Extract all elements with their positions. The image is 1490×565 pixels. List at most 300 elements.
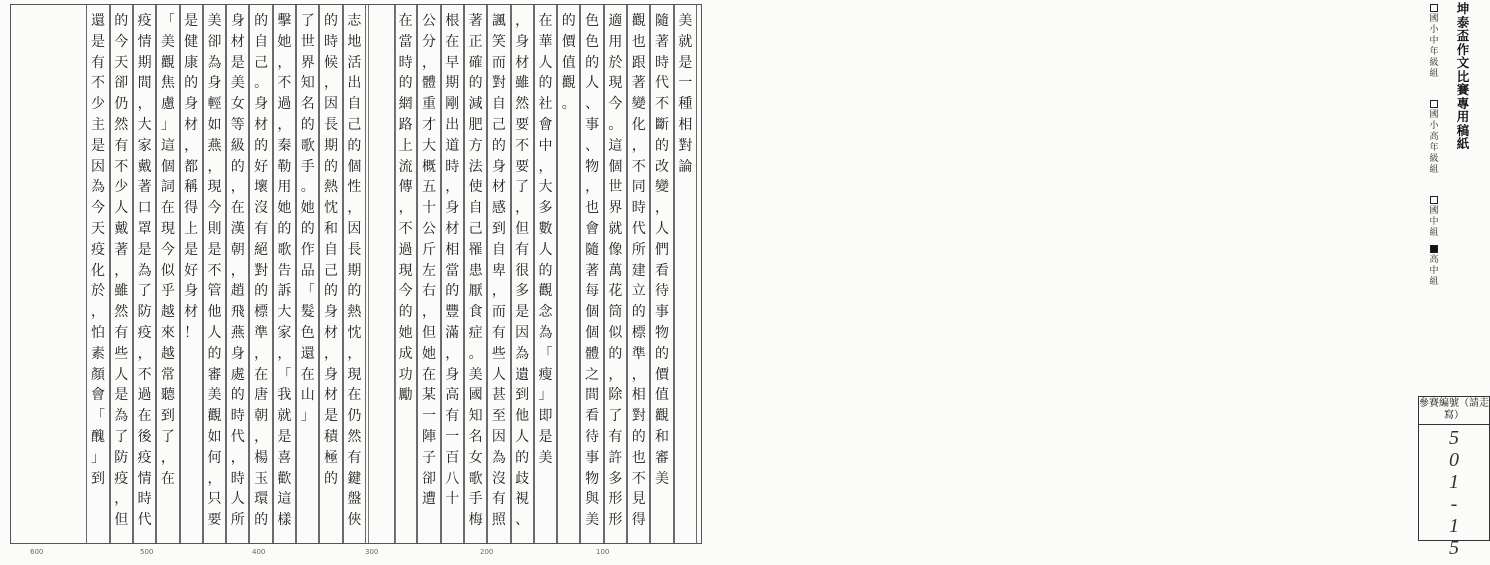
essay-char: 聽	[160, 387, 175, 404]
essay-char: 甚	[491, 387, 506, 404]
essay-char: 人	[230, 491, 245, 508]
essay-char: 現	[398, 262, 413, 279]
essay-char: 是	[184, 241, 199, 258]
essay-char: 是	[114, 387, 129, 404]
column-text	[320, 11, 341, 539]
essay-char: 歡	[277, 470, 292, 487]
essay-char: 審	[655, 449, 670, 466]
essay-char: 在	[538, 13, 553, 29]
essay-char: 數	[538, 220, 553, 237]
essay-char: 了	[300, 13, 315, 29]
essay-char: 不	[207, 262, 222, 279]
category-label	[1429, 14, 1438, 79]
essay-char: ，	[207, 158, 222, 175]
essay-char: 美	[678, 13, 693, 29]
essay-char: 的	[324, 283, 339, 300]
essay-char: 、	[585, 137, 600, 154]
essay-char: 觀	[561, 75, 576, 92]
essay-char: 的	[324, 470, 339, 487]
essay-char: 因	[515, 324, 530, 341]
essay-char: 的	[277, 220, 292, 237]
category-char: 組	[1429, 69, 1439, 79]
essay-char: 概	[421, 158, 436, 175]
essay-char: 時	[230, 470, 245, 487]
essay-char: 自	[347, 96, 362, 113]
essay-char: 高	[445, 387, 460, 404]
essay-char: 的	[254, 13, 269, 29]
essay-char: 疫	[137, 324, 152, 341]
column-text	[651, 11, 672, 539]
entry-number-value	[1419, 427, 1489, 559]
essay-char: 髮	[300, 304, 315, 321]
essay-char: 她	[398, 324, 413, 341]
essay-char: 用	[277, 179, 292, 196]
essay-char: 不	[137, 366, 152, 383]
essay-char: ，	[184, 137, 199, 154]
essay-char: 為	[491, 449, 506, 466]
essay-char: 公	[421, 220, 436, 237]
essay-char: 今	[398, 283, 413, 300]
category-char: 年	[1429, 143, 1439, 153]
essay-char: 處	[230, 366, 245, 383]
column-text	[442, 11, 463, 539]
essay-char: 身	[324, 366, 339, 383]
essay-char: 到	[491, 220, 506, 237]
essay-column	[394, 5, 417, 543]
essay-char: ，	[515, 13, 530, 29]
essay-char: 今	[160, 241, 175, 258]
essay-char: 些	[114, 345, 129, 362]
title-char: 坤	[1456, 1, 1470, 16]
essay-char: 沒	[254, 200, 269, 217]
essay-char: 壞	[254, 179, 269, 196]
essay-char: 些	[491, 345, 506, 362]
essay-char: ，	[324, 75, 339, 92]
essay-char: 網	[398, 96, 413, 113]
category-mid-elementary[interactable]	[1427, 4, 1441, 80]
essay-char: 感	[491, 200, 506, 217]
checkbox-icon[interactable]	[1430, 196, 1438, 204]
essay-char: 朝	[230, 241, 245, 258]
essay-char: 朝	[254, 408, 269, 425]
category-char: 國	[1429, 14, 1439, 24]
essay-char: 價	[655, 366, 670, 383]
essay-char: 戴	[137, 158, 152, 175]
essay-char: 的	[207, 345, 222, 362]
column-text	[204, 11, 225, 539]
column-text	[157, 11, 178, 539]
essay-char: 會	[90, 387, 105, 404]
essay-char: 身	[207, 75, 222, 92]
essay-char: 很	[515, 262, 530, 279]
essay-char: 的	[538, 75, 553, 92]
essay-char: 當	[398, 33, 413, 50]
essay-char: 是	[277, 428, 292, 445]
essay-char: ，	[277, 116, 292, 133]
category-senior-high[interactable]	[1427, 245, 1441, 288]
essay-char: 少	[114, 179, 129, 196]
essay-char: 人	[655, 220, 670, 237]
column-text	[395, 11, 416, 539]
essay-char: 準	[631, 345, 646, 362]
essay-char: 今	[207, 200, 222, 217]
essay-char: 不	[515, 137, 530, 154]
title-char: 比	[1456, 68, 1470, 84]
title-char: 專	[1456, 95, 1470, 111]
essay-char: 則	[207, 220, 222, 237]
essay-char: 絕	[254, 241, 269, 258]
essay-char: 個	[160, 158, 175, 175]
entry-char: 5	[1449, 427, 1459, 449]
essay-char: 人	[114, 200, 129, 217]
essay-char: 身	[184, 96, 199, 113]
essay-char: 滿	[445, 324, 460, 341]
essay-char: 觀	[631, 13, 646, 29]
essay-char: 花	[608, 283, 623, 300]
essay-char: 於	[90, 283, 105, 300]
essay-char: 右	[421, 283, 436, 300]
essay-char: 己	[491, 116, 506, 133]
essay-char: ，	[421, 304, 436, 321]
category-label	[1429, 206, 1438, 238]
essay-char: 準	[254, 324, 269, 341]
essay-char: 戴	[114, 220, 129, 237]
category-char: 小	[1429, 121, 1439, 131]
essay-char: 是	[184, 13, 199, 29]
essay-char: 萬	[608, 262, 623, 279]
essay-char: 玉	[254, 470, 269, 487]
essay-char: 的	[631, 428, 646, 445]
essay-char: ，	[230, 449, 245, 466]
essay-char: 出	[347, 75, 362, 92]
essay-char: 手	[468, 491, 483, 508]
essay-char: 品	[300, 262, 315, 279]
essay-column	[319, 5, 342, 543]
column-text	[628, 11, 649, 539]
writing-grid	[10, 4, 702, 544]
essay-char: 手	[300, 158, 315, 175]
essay-char: 訴	[277, 283, 292, 300]
essay-column	[110, 5, 133, 543]
essay-char: 顏	[90, 366, 105, 383]
essay-char: 天	[114, 54, 129, 71]
essay-char: 己	[468, 220, 483, 237]
essay-column	[580, 5, 603, 543]
essay-char: 疫	[114, 470, 129, 487]
essay-char: 忱	[324, 200, 339, 217]
checkbox-icon[interactable]	[1430, 100, 1438, 108]
essay-char: 自	[491, 241, 506, 258]
essay-char: 」	[300, 408, 315, 425]
essay-char: 現	[160, 220, 175, 237]
essay-char: 相	[445, 241, 460, 258]
category-high-elementary[interactable]	[1427, 100, 1441, 176]
essay-char: 但	[421, 324, 436, 341]
essay-char: 了	[114, 428, 129, 445]
essay-char: 是	[90, 137, 105, 154]
essay-char: 過	[137, 387, 152, 404]
category-char: 級	[1429, 58, 1439, 68]
essay-char: 要	[515, 116, 530, 133]
essay-char: 論	[678, 158, 693, 175]
essay-char: 長	[347, 241, 362, 258]
essay-char: 路	[398, 116, 413, 133]
essay-char: 燕	[207, 137, 222, 154]
essay-char: ，	[254, 345, 269, 362]
page-fold	[368, 5, 396, 543]
essay-char: 女	[230, 96, 245, 113]
essay-char: 自	[324, 241, 339, 258]
essay-char: 同	[631, 179, 646, 196]
essay-char: ，	[445, 179, 460, 196]
essay-char: 這	[160, 137, 175, 154]
essay-char: 體	[421, 75, 436, 92]
category-junior-high[interactable]	[1427, 196, 1441, 239]
essay-char: 變	[631, 96, 646, 113]
category-char: 組	[1429, 228, 1439, 238]
essay-char: 梅	[468, 512, 483, 529]
essay-char: 燕	[230, 324, 245, 341]
essay-char: 不	[631, 158, 646, 175]
essay-char: 為	[515, 345, 530, 362]
essay-char: 漢	[230, 220, 245, 237]
essay-char: 的	[491, 137, 506, 154]
essay-char: 值	[655, 387, 670, 404]
essay-char: 大	[277, 304, 292, 321]
entry-char: 5	[1449, 537, 1459, 559]
essay-char: 至	[491, 408, 506, 425]
essay-char: 的	[398, 75, 413, 92]
essay-char: 五	[421, 179, 436, 196]
essay-char: ，	[137, 96, 152, 113]
essay-char: 防	[137, 304, 152, 321]
essay-char: 活	[347, 54, 362, 71]
essay-char: 過	[398, 241, 413, 258]
footer-count: 500	[140, 548, 154, 556]
essay-char: 因	[491, 428, 506, 445]
essay-char: 時	[655, 54, 670, 71]
essay-char: 雖	[515, 75, 530, 92]
essay-char: 熱	[347, 304, 362, 321]
essay-char: 俠	[347, 512, 362, 529]
category-char: 年	[1429, 47, 1439, 57]
essay-char: 的	[608, 345, 623, 362]
essay-char: 楊	[254, 449, 269, 466]
checkbox-icon[interactable]	[1430, 4, 1438, 12]
essay-char: 「	[538, 345, 553, 362]
essay-char: 材	[324, 387, 339, 404]
title-char: 稿	[1456, 122, 1470, 138]
essay-char: 如	[207, 428, 222, 445]
essay-char: 然	[347, 428, 362, 445]
essay-char: 稱	[184, 179, 199, 196]
essay-char: 口	[137, 200, 152, 217]
essay-char: 自	[468, 200, 483, 217]
essay-char: 一	[678, 75, 693, 92]
essay-char: 人	[207, 324, 222, 341]
essay-char: 看	[585, 408, 600, 425]
essay-char: 隨	[655, 13, 670, 29]
essay-char: 少	[90, 96, 105, 113]
essay-char: 美	[207, 387, 222, 404]
essay-char: 環	[254, 491, 269, 508]
essay-char: 是	[90, 33, 105, 50]
essay-char: 一	[445, 428, 460, 445]
essay-char: 仍	[347, 408, 362, 425]
category-char: 高	[1429, 255, 1439, 265]
essay-char: 在	[445, 33, 460, 50]
essay-char: 在	[160, 200, 175, 217]
essay-char: 沒	[491, 470, 506, 487]
essay-column	[487, 5, 510, 543]
essay-char: 美	[585, 512, 600, 529]
essay-char: 觀	[207, 408, 222, 425]
column-text	[181, 11, 202, 539]
essay-char: 他	[515, 408, 530, 425]
essay-column	[226, 5, 249, 543]
essay-char: 多	[538, 200, 553, 217]
essay-char: 百	[445, 449, 460, 466]
essay-char: 跟	[631, 54, 646, 71]
essay-char: 分	[421, 33, 436, 50]
essay-char: 每	[585, 283, 600, 300]
essay-char: 時	[398, 54, 413, 71]
essay-char: 的	[230, 387, 245, 404]
essay-char: 她	[421, 345, 436, 362]
essay-char: 情	[137, 470, 152, 487]
essay-column	[464, 5, 487, 543]
essay-char: 待	[585, 428, 600, 445]
essay-char: 時	[137, 491, 152, 508]
essay-char: 的	[445, 283, 460, 300]
column-text	[558, 11, 579, 539]
essay-char: 成	[398, 345, 413, 362]
essay-char: 的	[230, 158, 245, 175]
essay-char: 子	[421, 449, 436, 466]
essay-char: 即	[538, 408, 553, 425]
essay-char: 越	[160, 304, 175, 321]
essay-char: 代	[230, 428, 245, 445]
essay-column	[604, 5, 627, 543]
essay-char: 時	[230, 408, 245, 425]
essay-char: 個	[608, 158, 623, 175]
essay-char: 極	[324, 449, 339, 466]
essay-char: 積	[324, 428, 339, 445]
essay-char: 為	[114, 408, 129, 425]
entry-number-box	[1418, 396, 1490, 559]
essay-char: 為	[137, 262, 152, 279]
essay-char: 像	[608, 241, 623, 258]
essay-char: 遭	[421, 491, 436, 508]
essay-char: 事	[585, 116, 600, 133]
essay-char: 法	[468, 158, 483, 175]
column-text	[274, 11, 295, 539]
entry-number-label: 參賽編號（請走寫）	[1419, 397, 1489, 425]
essay-char: 在	[137, 408, 152, 425]
essay-char: 告	[277, 262, 292, 279]
essay-char: 美	[207, 13, 222, 29]
essay-char: 疫	[137, 13, 152, 29]
checkbox-checked-icon[interactable]	[1430, 245, 1438, 253]
essay-char: 有	[608, 428, 623, 445]
essay-char: 卻	[114, 75, 129, 92]
essay-char: 上	[184, 220, 199, 237]
essay-char: 相	[631, 387, 646, 404]
essay-char: 有	[515, 241, 530, 258]
essay-char: 斤	[421, 241, 436, 258]
essay-char: 身	[324, 304, 339, 321]
essay-char: 色	[585, 13, 600, 29]
essay-char: 有	[114, 324, 129, 341]
essay-char: 厭	[468, 283, 483, 300]
essay-column	[273, 5, 296, 543]
essay-char: 常	[160, 366, 175, 383]
essay-char: ，	[160, 449, 175, 466]
essay-char: 有	[90, 54, 105, 71]
essay-column	[249, 5, 272, 543]
essay-char: 之	[585, 366, 600, 383]
essay-char: 素	[90, 345, 105, 362]
essay-char: 人	[491, 366, 506, 383]
essay-char: 社	[538, 96, 553, 113]
essay-char: 中	[538, 137, 553, 154]
essay-char: 何	[207, 449, 222, 466]
essay-char: 管	[207, 283, 222, 300]
essay-char: ，	[324, 345, 339, 362]
essay-char: 個	[585, 304, 600, 321]
essay-char: 為	[90, 179, 105, 196]
essay-char: 己	[347, 116, 362, 133]
essay-char: 肥	[468, 116, 483, 133]
essay-char: ！	[184, 324, 199, 341]
entry-char: 1	[1449, 471, 1459, 493]
essay-char: 的	[631, 304, 646, 321]
essay-char: 也	[585, 200, 600, 217]
essay-char: 於	[608, 54, 623, 71]
essay-char: 建	[631, 262, 646, 279]
essay-char: 歌	[300, 137, 315, 154]
essay-char: 豐	[445, 304, 460, 321]
essay-char: 大	[421, 137, 436, 154]
essay-char: 是	[678, 54, 693, 71]
essay-char: 不	[655, 96, 670, 113]
column-text	[465, 11, 486, 539]
essay-char: 如	[207, 116, 222, 133]
essay-char: 過	[277, 96, 292, 113]
essay-char: 觀	[160, 54, 175, 71]
essay-char: ，	[655, 200, 670, 217]
essay-char: 身	[445, 200, 460, 217]
essay-char: 物	[655, 324, 670, 341]
essay-char: 物	[585, 158, 600, 175]
essay-char: 看	[655, 262, 670, 279]
essay-char: 這	[608, 137, 623, 154]
category-char: 高	[1429, 132, 1439, 142]
essay-char: 後	[137, 428, 152, 445]
essay-char: 歧	[515, 470, 530, 487]
category-char: 中	[1429, 36, 1439, 46]
essay-char: 當	[445, 262, 460, 279]
essay-char: 立	[631, 283, 646, 300]
essay-char: 現	[347, 366, 362, 383]
essay-char: 得	[184, 200, 199, 217]
essay-char: 世	[300, 33, 315, 50]
essay-char: 道	[445, 137, 460, 154]
essay-column	[627, 5, 650, 543]
category-char: 組	[1429, 277, 1439, 287]
essay-char: 慮	[160, 96, 175, 113]
essay-char: 在	[160, 470, 175, 487]
